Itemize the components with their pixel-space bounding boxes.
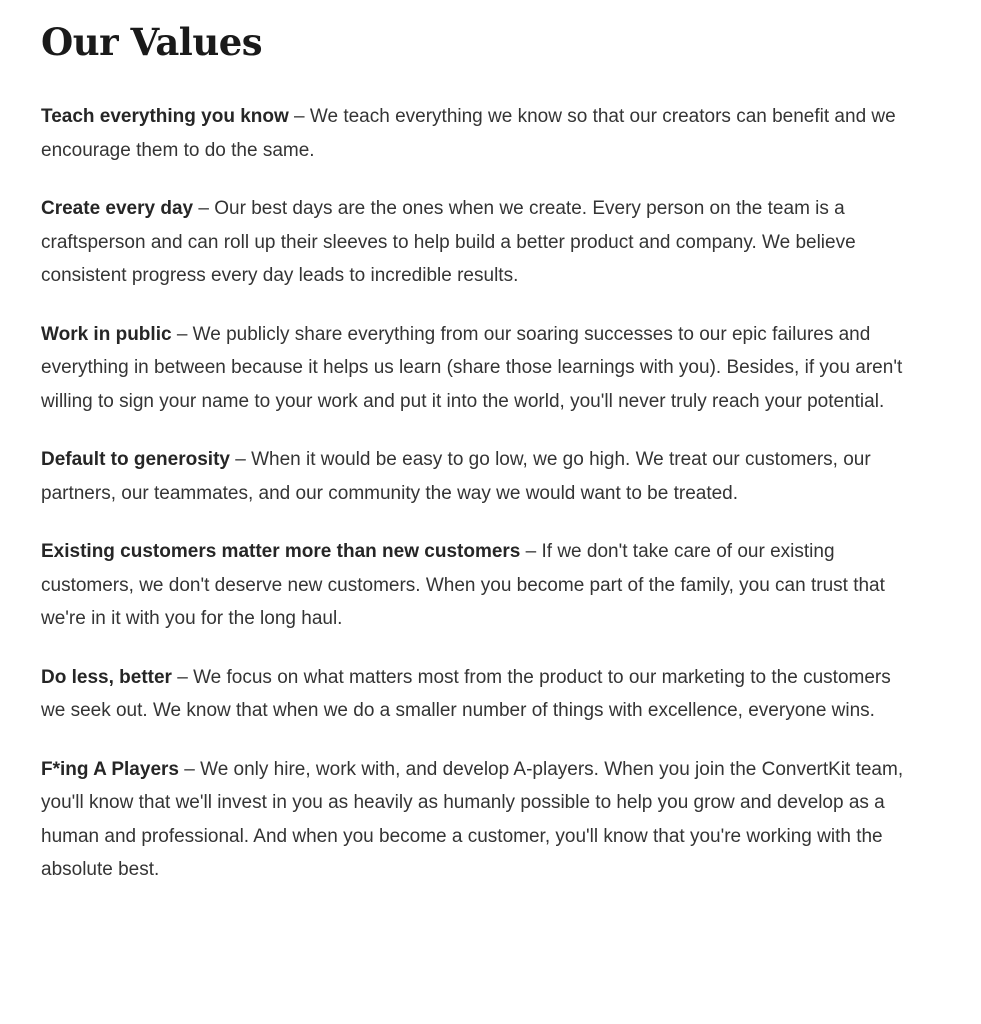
value-label: Create every day: [41, 198, 194, 220]
value-paragraph: [41, 753, 913, 887]
value-paragraph: [41, 661, 913, 728]
value-paragraph: [41, 192, 913, 293]
value-label: Teach everything you know: [41, 106, 289, 128]
value-paragraph: [41, 535, 913, 636]
value-paragraph: [41, 443, 913, 510]
value-text: – We teach everything we know so that our creators can benefit and we encourage them to do the same.: [41, 106, 896, 161]
value-label: F*ing A Players: [41, 758, 179, 780]
value-label: Do less, better: [41, 666, 172, 688]
value-label: Default to generosity: [41, 449, 230, 471]
value-text: – If we don't take care of our existing customers, we don't deserve new customers. When you become part of the family, you can trust that we're in it with you for the long haul.: [41, 541, 885, 630]
page-title: Our Values: [41, 20, 263, 64]
value-label: Existing customers matter more than new customers: [41, 541, 521, 563]
value-text: – We focus on what matters most from the product to our marketing to the customers we seek out. We know that when we do a smaller number of things with excellence, everyone wins.: [41, 666, 891, 722]
value-paragraph: [41, 100, 913, 167]
value-text: – When it would be easy to go low, we go high. We treat our customers, our partners, our teammates, and our community the way we would want to be treated.: [41, 449, 871, 504]
value-text: – We publicly share everything from our soaring successes to our epic failures and everything in between because it helps us learn (share those learnings with you). Besides, if you aren't willing to sign your name to your work and put it into the world, you'll never truly reach your potential.: [41, 323, 903, 412]
value-paragraph: [41, 318, 913, 419]
value-text: – We only hire, work with, and develop A-players. When you join the ConvertKit team, you'll know that we'll invest in you as heavily as humanly possible to help you grow and develop as a human and professional. And when you become a customer, you'll know that you're working with the absolute best.: [41, 758, 904, 881]
value-text: – Our best days are the ones when we create. Every person on the team is a craftsperson and can roll up their sleeves to help build a better product and company. We believe consistent progress every day leads to incredible results.: [41, 198, 856, 287]
value-label: Work in public: [41, 323, 172, 345]
